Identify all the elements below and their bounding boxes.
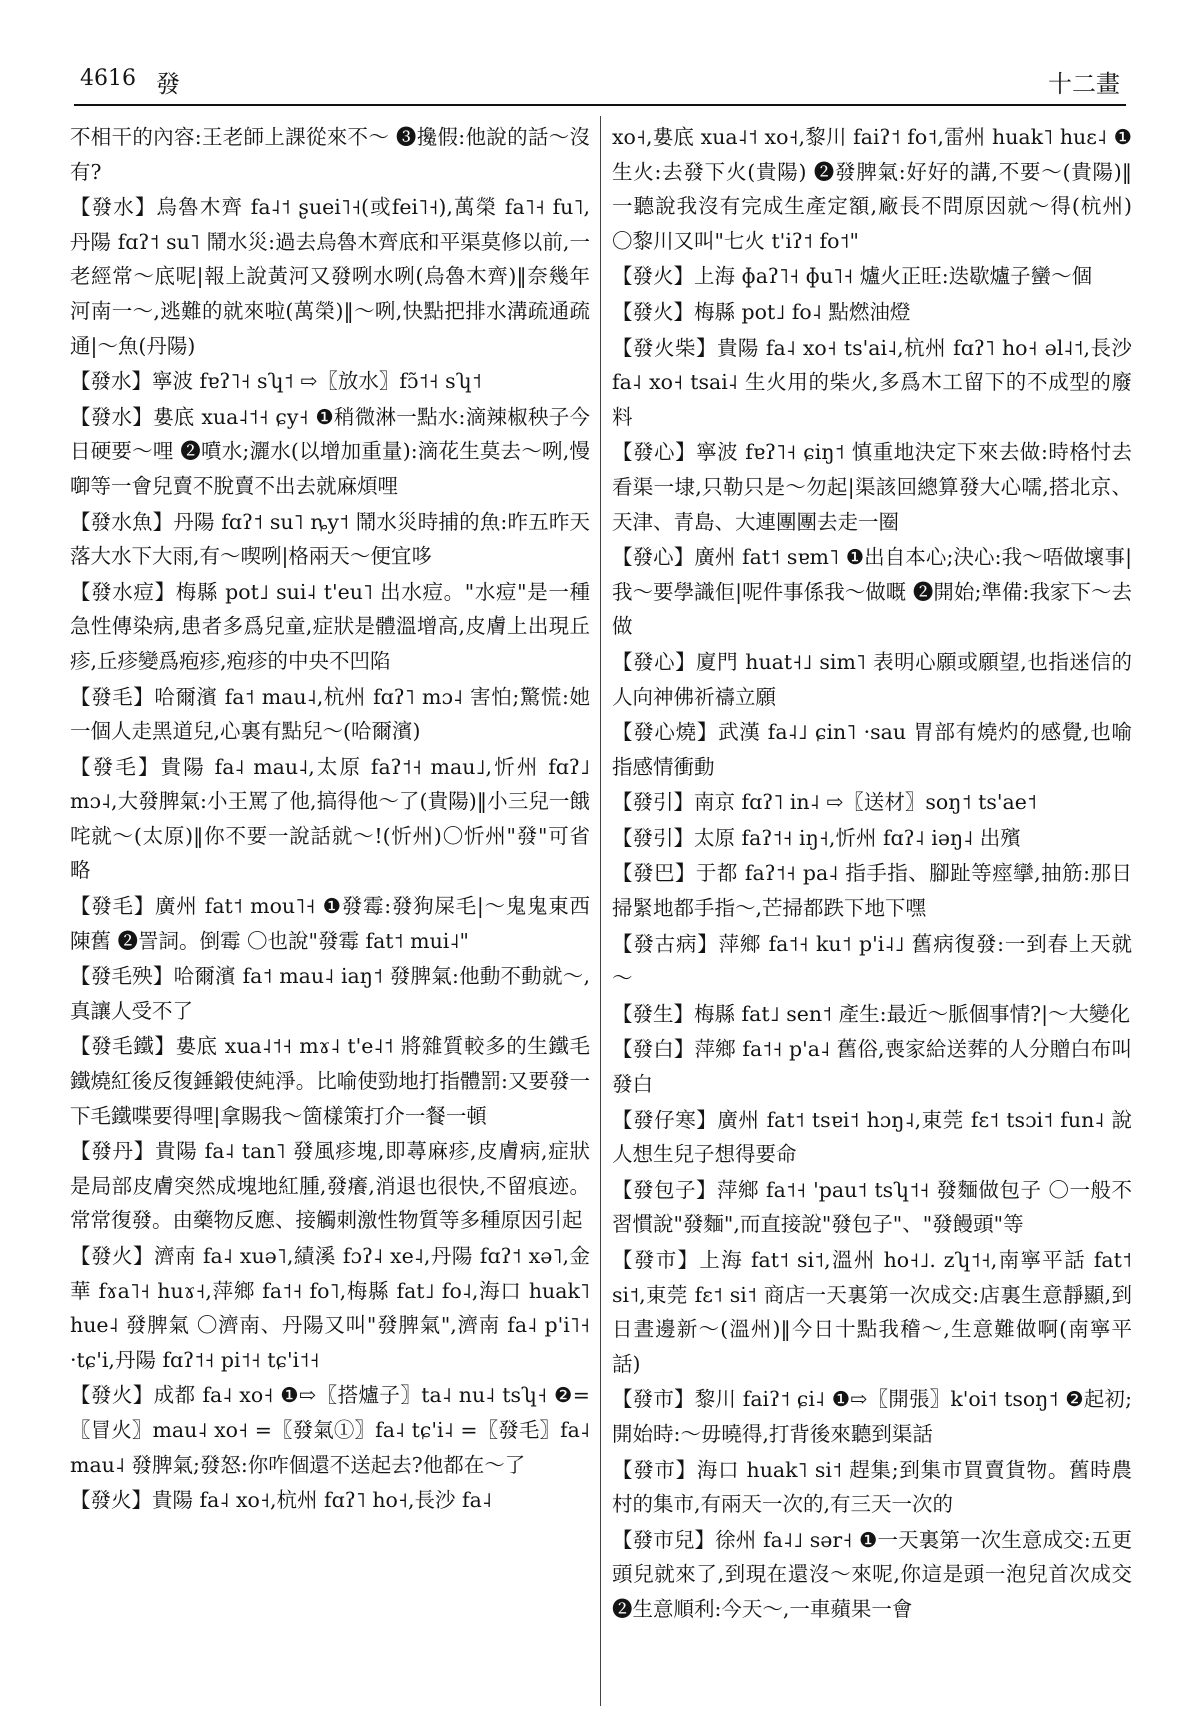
dictionary-entry: 【發市】上海 fat˦ si˦,溫州 ho˧˩. zʮ˦˧,南寧平話 fat˦ si˦,東莞 fɛ˦ si˦ 商店一天裏第一次成交:店裏生意靜顯,到日晝邊新～(溫州)‖今日十點我稽～,生意難做啊(南寧平話): [612, 1248, 1132, 1376]
dictionary-entry: 【發巴】于都 faʔ˦˧ pa˨ 指手指、腳趾等痙攣,抽筋:那日掃緊地都手指～,芒掃都跌下地下嘿: [612, 861, 1132, 921]
dictionary-entry: 不相干的內容:王老師上課從來不～ ❸攙假:他說的話～沒有?: [70, 125, 590, 184]
dictionary-entry: 【發生】梅縣 fat˩ sen˦ 產生:最近～脈個事情?|～大變化: [612, 1001, 1130, 1026]
dictionary-entry: 【發毛】貴陽 fa˨ mau˨,太原 faʔ˦˧ mau˩,忻州 fɑʔ˩ mɔ˨,大發脾氣:小王罵了他,搞得他～了(貴陽)‖小三兒一餓咤就～(太原)‖你不要一說話就～!(忻州)〇忻州"發"可省略: [70, 754, 590, 883]
page-number: 4616: [80, 66, 136, 91]
dictionary-entry: 【發毛】廣州 fat˦ mou˥˧ ❶發霉:發狗屎毛|～鬼鬼東西陳舊 ❷詈詞。倒霉 〇也說"發霉 fat˦ mui˨": [70, 894, 590, 953]
dictionary-entry: 【發毛鐵】婁底 xua˨˦˧ mɤ˨ t'e˨˦ 將雜質較多的生鐵毛鐵燒紅後反復錘鍛使純淨。比喻使勁地打指體罰:又要發一下毛鐵喋要得哩|拿賜我～箇樣策打介一餐一頓: [70, 1034, 590, 1128]
dictionary-entry: 【發水痘】梅縣 pot˩ sui˨ t'eu˥ 出水痘。"水痘"是一種急性傳染病,患者多爲兒童,症狀是體溫增高,皮膚上出現丘疹,丘疹變爲疱疹,疱疹的中央不凹陷: [70, 579, 590, 673]
left-column: [70, 120, 590, 1700]
dictionary-entry: 【發水】寧波 fɐʔ˥˧ sʮ˦ ⇨〖放水〗fɔ̃˦˧ sʮ˦: [70, 369, 482, 394]
dictionary-entry: 【發毛】哈爾濱 fa˦ mau˨,杭州 fɑʔ˥ mɔ˨ 害怕;驚慌:她一個人走黑道兒,心裏有點兒～(哈爾濱): [70, 684, 590, 744]
dictionary-entry: 【發火】成都 fa˨ xo˧ ❶⇨〖搭爐子〗ta˨ nu˨ tsʮ˧ ❷=〖冒火〗mau˨ xo˧ =〖發氣①〗fa˨ tɕ'i˨ =〖發毛〗fa˨ mau˨ 發脾氣;發怒:你咋個還不送起去?他都在～了: [70, 1383, 590, 1477]
dictionary-entry: 【發火】濟南 fa˨ xuə˥,績溪 fɔʔ˨ xe˨,丹陽 fɑʔ˦ xə˥,金華 fɤa˥˧ huɤ˧,萍鄉 fa˦˧ fo˥,梅縣 fat˩ fo˨,海口 huak˥ hue˨ 發脾氣 〇濟南、丹陽又叫"發脾氣",濟南 fa˨ p'i˥˧ ·tɕ'i,丹陽 fɑʔ˦˧ pi˦˧ tɕ'i˦˧: [70, 1244, 590, 1372]
dictionary-entry: 【發包子】萍鄉 fa˦˧ 'pau˦ tsʮ˦˧ 發麵做包子 〇一般不習慣說"發麵",而直接說"發包子"、"發饅頭"等: [612, 1177, 1132, 1237]
dictionary-entry: 【發市】黎川 faiʔ˦ ɕi˨ ❶⇨〖開張〗k'oi˦ tsoŋ˦ ❷起初;開始時:～毋曉得,打背後來聽到渠話: [612, 1387, 1132, 1446]
dictionary-entry: 【發引】南京 fɑʔ˥ in˨ ⇨〖送材〗soŋ˦ ts'ae˦: [612, 790, 1037, 815]
column-divider: [600, 116, 601, 1706]
dictionary-entry: 【發白】萍鄉 fa˦˧ p'a˨ 舊俗,喪家給送葬的人分贈白布叫發白: [612, 1037, 1132, 1097]
right-column: [612, 120, 1132, 1700]
dictionary-entry: 【發引】太原 faʔ˦˧ iŋ˧,忻州 fɑʔ˨ iəŋ˨ 出殯: [612, 825, 1021, 850]
dictionary-entry: 【發水魚】丹陽 fɑʔ˦ su˥ ȵy˦ 鬧水災時捕的魚:昨五昨天落大水下大雨,有～喫咧|格兩天～便宜哆: [70, 509, 590, 569]
dictionary-entry: xo˧,婁底 xua˨˦ xo˧,黎川 faiʔ˦ fo˦,雷州 huak˥ huɛ˨ ❶生火:去發下火(貴陽) ❷發脾氣:好好的講,不要～(貴陽)‖一聽說我沒有完成生產定額,廠長不問原因就～得(杭州) 〇黎川又叫"七火 t'iʔ˦ fo˦": [612, 125, 1132, 253]
dictionary-entry: 【發水】烏魯木齊 fa˨˦ ʂuei˥˧(或fei˥˧),萬榮 fa˥˧ fu˥,丹陽 fɑʔ˦ su˥ 鬧水災:過去烏魯木齊底和平渠莫修以前,一老經常～底呢|報上說黃河又發咧水咧(烏魯木齊)‖奈幾年河南一～,逃難的就來啦(萬榮)‖～咧,快點把排水溝疏通疏通|～魚(丹陽): [70, 195, 590, 358]
dictionary-entry: 【發市兒】徐州 fa˨˩ sər˧ ❶一天裏第一次生意成交:五更頭兒就來了,到現在還沒～來呢,你這是頭一泡兒首次成交 ❷生意順利:今天～,一車蘋果一會: [612, 1527, 1132, 1621]
dictionary-entry: 【發丹】貴陽 fa˨ tan˥ 發風疹塊,即蕁麻疹,皮膚病,症狀是局部皮膚突然成塊地紅腫,發癢,消退也很快,不留痕迹。常常復發。由藥物反應、接觸刺激性物質等多種原因引起: [70, 1139, 590, 1233]
dictionary-entry: 【發心】廣州 fat˦ sɐm˥ ❶出自本心;決心:我～唔做壞事|我～要學識佢|呢件事係我～做嘅 ❷開始;準備:我家下～去做: [612, 545, 1132, 639]
dictionary-entry: 【發市】海口 huak˥ si˦ 趕集;到集市買賣貨物。舊時農村的集市,有兩天一次的,有三天一次的: [612, 1457, 1132, 1517]
header-headword: 發: [156, 70, 180, 98]
dictionary-entry: 【發心燒】武漢 fa˨˩ ɕin˥ ·sau 胃部有燒灼的感覺,也喻指感情衝動: [612, 720, 1132, 779]
dictionary-entry: 【發火柴】貴陽 fa˨ xo˧ ts'ai˨,杭州 fɑʔ˥ ho˧ əl˨˦,長沙 fa˨ xo˧ tsai˨ 生火用的柴火,多爲木工留下的不成型的廢料: [612, 335, 1132, 429]
dictionary-entry: 【發心】廈門 huat˧˩ sim˥ 表明心願或願望,也指迷信的人向神佛祈禱立願: [612, 649, 1132, 709]
dictionary-entry: 【發毛殃】哈爾濱 fa˦ mau˨ iaŋ˦ 發脾氣:他動不動就～,真讓人受不了: [70, 964, 590, 1023]
dictionary-entry: 【發火】貴陽 fa˨ xo˧,杭州 fɑʔ˥ ho˧,長沙 fa˨: [70, 1488, 492, 1513]
dictionary-entry: 【發火】梅縣 pot˩ fo˨ 點燃油燈: [612, 299, 911, 324]
dictionary-entry: 【發水】婁底 xua˨˦˧ ɕy˧ ❶稍微淋一點水:滴辣椒秧子今日硬要～哩 ❷噴水;灑水(以增加重量):滴花生莫去～咧,慢啣等一會兒賣不脫賣不出去就麻煩哩: [70, 404, 590, 498]
dictionary-entry: 【發仔寒】廣州 fat˦ tsɐi˦ hɔŋ˨,東莞 fɛ˦ tsɔi˦ fun˨ 說人想生兒子想得要命: [612, 1107, 1132, 1167]
dictionary-entry: 【發火】上海 ɸaʔ˥˧ ɸu˥˧ 爐火正旺:迭歇爐子蠻～個: [612, 264, 1093, 289]
page-header: [74, 62, 1126, 106]
header-stroke-section: 十二畫: [1048, 70, 1120, 98]
dictionary-entry: 【發古病】萍鄉 fa˦˧ ku˦ p'i˨˩ 舊病復發:一到春上天就～: [612, 931, 1132, 991]
dictionary-entry: 【發心】寧波 fɐʔ˥˧ ɕiŋ˦ 慎重地決定下來去做:時格忖去看渠一埭,只勒只是～勿起|渠該回總算發大心嚅,搭北京、天津、青島、大連團團去走一圈: [612, 440, 1132, 534]
